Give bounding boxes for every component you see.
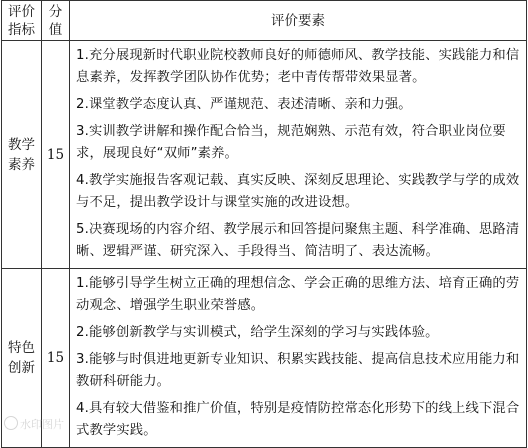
requirement-item: 5.决赛现场的内容介绍、教学展示和回答提问聚焦主题、科学准确、思路清晰、逻辑严谨、研究深入、手段得当、简洁明了、表达流畅。 [76,222,520,259]
watermark-text: 水印图片 [20,418,64,431]
header-score [42,1,70,41]
category-text: 教学 素养 [8,136,35,173]
watermark-icon [4,416,18,430]
evaluation-table [1,0,527,448]
watermark [4,416,64,432]
header-indicator [2,1,42,41]
score-text: 15 [46,350,65,366]
requirement-item: 3.能够与时俱进地更新专业知识、积累实践技能、提高信息技术应用能力和教研科研能力。 [76,352,520,389]
requirements-cell [70,41,527,269]
requirement-item: 2.课堂教学态度认真、严谨规范、表述清晰、亲和力强。 [76,97,412,112]
header-elements-text: 评价要素 [271,12,325,29]
header-elements [70,1,527,41]
header-row [2,1,527,41]
requirement-item: 2.能够创新教学与实训模式，给学生深刻的学习与实践体验。 [76,325,439,340]
requirement-item: 1.充分展现新时代职业院校教师良好的师德师风、教学技能、实践能力和信息素养，发挥教学团队协作优势；老中青传帮带效果显著。 [76,48,520,85]
requirement-item: 4.教学实施报告客观记载、真实反映、深刻反思理论、实践教学与学的成效与不足，提出教学设计与课堂实施的改进设想。 [76,173,520,210]
header-indicator-text: 评价 指标 [8,3,35,38]
score-text: 15 [46,146,65,163]
table-row [2,41,527,269]
score-cell [42,41,70,269]
category-text: 特色 创新 [8,340,35,376]
requirements-cell [70,269,527,448]
header-score-text: 分 值 [48,3,63,38]
requirement-item: 3.实训教学讲解和操作配合恰当，规范娴熟、示范有效，符合职业岗位要求，展现良好“双师”素养。 [76,124,506,161]
requirement-item: 1.能够引导学生树立正确的理想信念、学会正确的思维方法、培育正确的劳动观念、增强学生职业荣誉感。 [76,276,520,313]
requirement-item: 4.具有较大借鉴和推广价值，特别是疫情防控常态化形势下的线上线下混合式教学实践。 [76,401,520,438]
table-row [2,269,527,448]
category-cell [2,41,42,269]
